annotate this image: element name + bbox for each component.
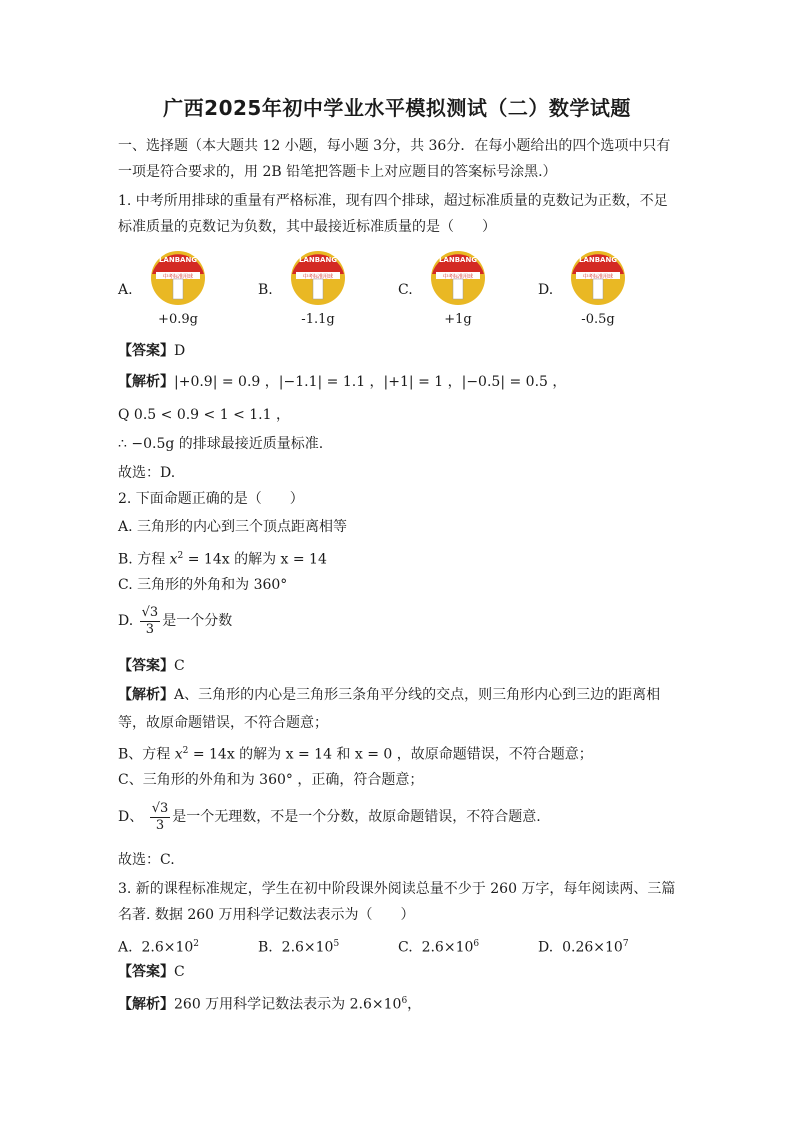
ball-brand-text: LANBANG	[578, 256, 618, 264]
ball-band-text: 中考标准用球	[582, 274, 614, 280]
ball-band-text: 中考标准用球	[162, 274, 194, 280]
option-b-equation: = 14x 的解为 x = 14	[187, 551, 327, 568]
option-letter: D.	[538, 282, 554, 298]
q3-options	[118, 934, 678, 954]
q2-analysis-line1	[118, 685, 660, 705]
option-base: 2.6×10	[421, 939, 474, 956]
analysis-d-text: 是一个无理数，不是一个分数，故原命题错误，不符合题意.	[172, 809, 541, 825]
answer-value: D	[174, 343, 186, 359]
option-d-letter: D.	[118, 613, 134, 629]
q1-option-b	[258, 250, 368, 334]
ball-brand-text: LANBANG	[158, 256, 198, 264]
answer-value: C	[174, 658, 185, 674]
q2-option-c: C. 三角形的外角和为 360°	[118, 577, 288, 593]
q2-stem: 2. 下面命题正确的是（ ）	[118, 491, 304, 507]
analysis-text: A、三角形的内心是三角形三条角平分线的交点，则三角形内心到三边的距离相	[174, 687, 661, 703]
fraction-numerator: √3	[141, 604, 159, 620]
q3-option-c	[398, 934, 479, 958]
q1-option-d	[538, 250, 648, 334]
analysis-punct: ，	[407, 996, 422, 1013]
option-exponent: 2	[193, 939, 200, 949]
ball-band-text: 中考标准用球	[302, 274, 334, 280]
fraction-denominator: 3	[145, 621, 155, 637]
q1-stem-line1: 1. 中考所用排球的重量有严格标准，现有四个排球，超过标准质量的克数记为正数，不足	[118, 193, 668, 209]
option-letter: C.	[398, 939, 413, 956]
q3-option-b	[258, 934, 339, 958]
q2-choose: 故选：C.	[118, 852, 175, 868]
analysis-text: |+0.9| = 0.9 ，|−1.1| = 1.1 ，|+1| = 1 ，|−0.5| = 0.5 ，	[174, 374, 567, 390]
q2-analysis-line2: 等，故原命题错误，不符合题意；	[118, 715, 328, 731]
ball-brand-text: LANBANG	[438, 256, 478, 264]
q3-stem-line2: 名著. 数据 260 万用科学记数法表示为（ ）	[118, 907, 415, 923]
q3-option-a	[118, 934, 199, 958]
q2-option-b: B. 方程 $x^2 = 14x$ 的解为 x = 14	[118, 551, 327, 568]
option-mass: -0.5g	[581, 312, 615, 327]
option-mass: +1g	[444, 312, 472, 327]
q1-analysis-line1	[118, 372, 566, 392]
volleyball-image	[570, 250, 626, 306]
option-letter: D.	[538, 939, 554, 956]
option-b-prefix: B. 方程	[118, 551, 170, 568]
analysis-b-prefix: B、方程	[118, 746, 175, 763]
q3-analysis	[118, 991, 421, 1015]
q1-analysis-line2: Q 0.5 < 0.9 < 1 < 1.1 ，	[118, 407, 290, 423]
q1-option-c	[398, 250, 508, 334]
q1-analysis-line3: ∴ −0.5g 的排球最接近质量标准.	[118, 436, 324, 452]
q2-analysis-line3: B、方程 $x^2 = 14x$ 的解为 x = 14 和 x = 0 ，故原命题错误，不符合题意；	[118, 746, 593, 763]
q2-option-a: A. 三角形的内心到三个顶点距离相等	[118, 519, 348, 535]
option-exponent: 6	[473, 939, 480, 949]
q1-options	[118, 250, 678, 334]
section-heading-line1: 一、选择题（本大题共 12 小题，每小题 3分，共 36分．在每小题给出的四个选项中只有	[118, 138, 671, 154]
option-d-text: 是一个分数	[162, 613, 233, 629]
answer-value: C	[174, 964, 185, 980]
page-title: 广西2025年初中学业水平模拟测试（二）数学试题	[163, 96, 631, 120]
option-mass: -1.1g	[301, 312, 335, 327]
analysis-label: 【解析】	[118, 687, 174, 703]
q3-answer	[118, 962, 185, 982]
option-mass: +0.9g	[158, 312, 198, 327]
q2-analysis-line5	[118, 800, 541, 834]
analysis-exponent: 6	[401, 996, 408, 1006]
option-b-variable: x	[169, 551, 178, 568]
answer-label: 【答案】	[118, 964, 174, 980]
q1-option-a	[118, 250, 228, 334]
option-letter: A.	[118, 282, 133, 298]
sqrt3-over-3-fraction	[150, 801, 171, 834]
option-letter: C.	[398, 282, 413, 298]
volleyball-image	[150, 250, 206, 306]
analysis-b-text: = 14x 的解为 x = 14 和 x = 0 ，故原命题错误，不符合题意；	[192, 746, 593, 763]
q2-analysis-line4: C、三角形的外角和为 360° ，正确，符合题意；	[118, 772, 424, 788]
option-base: 0.26×10	[562, 939, 623, 956]
ball-band-text: 中考标准用球	[442, 274, 474, 280]
q1-stem-line2: 标准质量的克数记为负数，其中最接近标准质量的是（ ）	[118, 219, 496, 235]
ball-brand-text: LANBANG	[298, 256, 338, 264]
option-base: 2.6×10	[141, 939, 194, 956]
option-exponent: 5	[333, 939, 340, 949]
analysis-text: 260 万用科学记数法表示为 2.6×10	[174, 996, 402, 1013]
analysis-d-letter: D、	[118, 809, 144, 825]
option-exponent: 7	[622, 939, 629, 949]
fraction-denominator: 3	[155, 817, 165, 833]
answer-label: 【答案】	[118, 343, 174, 359]
option-base: 2.6×10	[281, 939, 334, 956]
answer-label: 【答案】	[118, 658, 174, 674]
analysis-label: 【解析】	[118, 374, 174, 390]
fraction-numerator: √3	[151, 800, 169, 816]
q1-answer	[118, 341, 185, 361]
q2-option-d	[118, 604, 232, 638]
q2-answer	[118, 656, 185, 676]
volleyball-image	[430, 250, 486, 306]
analysis-label: 【解析】	[118, 996, 174, 1013]
option-letter: B.	[258, 282, 273, 298]
q3-stem-line1: 3. 新的课程标准规定，学生在初中阶段课外阅读总量不少于 260 万字，每年阅读两、三篇	[118, 881, 676, 897]
volleyball-image	[290, 250, 346, 306]
option-letter: B.	[258, 939, 273, 956]
section-heading-line2: 一项是符合要求的，用 2B 铅笔把答题卡上对应题目的答案标号涂黑.）	[118, 164, 557, 180]
q1-choose: 故选：D.	[118, 465, 176, 481]
sqrt3-over-3-fraction	[140, 605, 161, 638]
option-letter: A.	[118, 939, 133, 956]
q3-option-d	[538, 934, 629, 958]
